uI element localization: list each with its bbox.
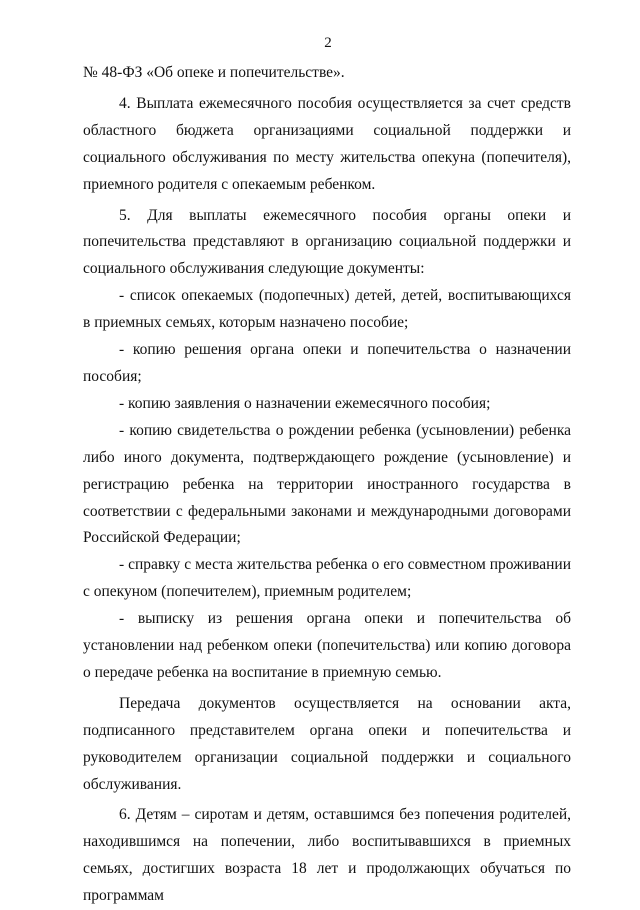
- list-item-children-list: - список опекаемых (подопечных) детей, детей, воспитывающихся в приемных семьях, которым назначено пособие;: [83, 287, 571, 332]
- page-number: 2: [324, 35, 332, 51]
- list-item-application-copy: - копию заявления о назначении ежемесячного пособия;: [119, 394, 491, 412]
- list-item-decision-extract: - выписку из решения органа опеки и попечительства об установлении над ребенком опеки (попечительства) или копию договора о передаче ребенка на воспитание в приемную семью.: [83, 610, 571, 681]
- document-body: [83, 60, 571, 910]
- paragraph-law-reference: № 48-ФЗ «Об опеке и попечительстве».: [83, 64, 345, 81]
- list-item-decision-copy: - копию решения органа опеки и попечительства о назначении пособия;: [83, 341, 571, 385]
- paragraph-document-transfer: Передача документов осуществляется на основании акта, подписанного представителем органа опеки и попечительства и руководителем организации социальной поддержки и социального обслуживания.: [83, 694, 571, 793]
- list-item-birth-certificate-copy: - копию свидетельства о рождении ребенка (усыновлении) ребенка либо иного документа, подтверждающего рождение (усыновление) и регистрацию ребенка на территории иностранного государства в соответствии с федеральными законами и международными договорами Российской Федерации;: [83, 421, 571, 547]
- list-item-residence-certificate: - справку с места жительства ребенка о его совместном проживании с опекуном (попечителем), приемным родителем;: [83, 556, 571, 601]
- paragraph-item-4: 4. Выплата ежемесячного пособия осуществляется за счет средств областного бюджета организациями социальной поддержки и социального обслуживания по месту жительства опекуна (попечителя), приемного родителя с опекаемым ребенком.: [83, 94, 571, 193]
- paragraph-item-6: 6. Детям – сиротам и детям, оставшимся без попечения родителей, находившимся на попечении, либо воспитывавшихся в приемных семьях, достигших возраста 18 лет и продолжающих обучаться по программам: [83, 806, 571, 905]
- paragraph-item-5: 5. Для выплаты ежемесячного пособия органы опеки и попечительства представляют в организацию социальной поддержки и социального обслуживания следующие документы:: [83, 206, 571, 278]
